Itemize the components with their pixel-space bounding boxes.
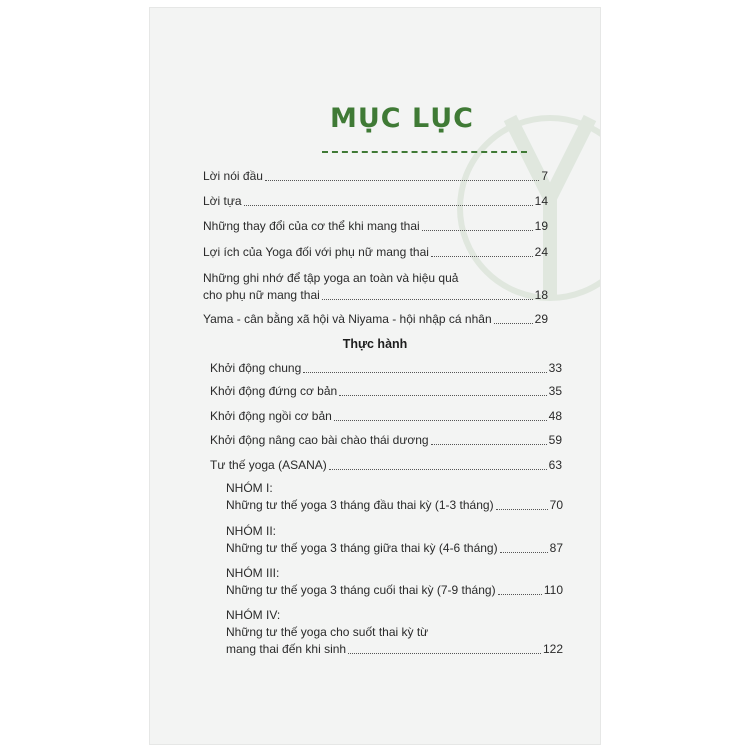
dot-leader bbox=[334, 420, 547, 421]
dot-leader bbox=[303, 372, 546, 373]
toc-entry[interactable] bbox=[210, 457, 562, 474]
dot-leader bbox=[244, 205, 533, 206]
toc-page-number: 122 bbox=[542, 642, 563, 656]
toc-entry-title: Khởi động ngồi cơ bản bbox=[210, 409, 332, 423]
dot-leader bbox=[265, 180, 539, 181]
toc-entry[interactable] bbox=[203, 311, 548, 328]
dot-leader bbox=[431, 444, 547, 445]
dot-leader bbox=[496, 509, 548, 510]
toc-group-entry[interactable] bbox=[226, 523, 563, 557]
toc-page-number: 7 bbox=[541, 169, 548, 183]
toc-entry[interactable] bbox=[210, 408, 562, 425]
toc-page-number: 18 bbox=[534, 288, 548, 302]
toc-entry-title: Khởi động nâng cao bài chào thái dương bbox=[210, 433, 429, 447]
section-heading: Thực hành bbox=[342, 337, 408, 351]
toc-page-number: 70 bbox=[549, 498, 563, 512]
table-of-contents bbox=[150, 8, 600, 744]
dot-leader bbox=[339, 395, 546, 396]
toc-entry-title: mang thai đến khi sinh bbox=[226, 642, 347, 656]
toc-entry[interactable] bbox=[203, 193, 548, 210]
toc-entry[interactable] bbox=[203, 270, 548, 304]
toc-entry[interactable] bbox=[210, 383, 562, 400]
toc-entry[interactable] bbox=[203, 244, 548, 261]
toc-entry-title: Lời tựa bbox=[203, 194, 242, 208]
toc-entry-title: Khởi động đứng cơ bản bbox=[210, 384, 338, 398]
dot-leader bbox=[348, 653, 541, 654]
dot-leader bbox=[498, 594, 542, 595]
toc-group-entry[interactable] bbox=[226, 480, 563, 514]
toc-entry-title: Những tư thế yoga 3 tháng giữa thai kỳ (4-6 tháng) bbox=[226, 541, 498, 555]
toc-page-number: 14 bbox=[534, 194, 548, 208]
dot-leader bbox=[422, 230, 533, 231]
toc-entry-title: Lợi ích của Yoga đối với phụ nữ mang thai bbox=[203, 245, 429, 259]
group-label: NHÓM I: bbox=[226, 481, 273, 495]
dot-leader bbox=[322, 299, 533, 300]
page-title: MỤC LỤC bbox=[330, 103, 474, 134]
toc-page-number: 63 bbox=[548, 458, 562, 472]
toc-entry-title: Lời nói đầu bbox=[203, 169, 263, 183]
toc-entry-title: Những thay đổi của cơ thể khi mang thai bbox=[203, 219, 420, 233]
toc-entry-title: cho phụ nữ mang thai bbox=[203, 288, 320, 302]
toc-entry-title: Những tư thế yoga 3 tháng cuối thai kỳ (7-9 tháng) bbox=[226, 583, 496, 597]
toc-entry[interactable] bbox=[210, 360, 562, 377]
toc-page-number: 33 bbox=[548, 361, 562, 375]
toc-page-number: 87 bbox=[549, 541, 563, 555]
toc-entry[interactable] bbox=[203, 218, 548, 235]
toc-entry[interactable] bbox=[203, 168, 548, 185]
toc-page-number: 59 bbox=[548, 433, 562, 447]
toc-entry-title: Khởi động chung bbox=[210, 361, 302, 375]
toc-entry[interactable] bbox=[210, 432, 562, 449]
toc-group-entry[interactable] bbox=[226, 607, 563, 658]
toc-page-number: 29 bbox=[534, 312, 548, 326]
toc-group-entry[interactable] bbox=[226, 565, 563, 599]
toc-page-number: 24 bbox=[534, 245, 548, 259]
book-page bbox=[150, 8, 600, 744]
dot-leader bbox=[500, 552, 548, 553]
toc-page-number: 48 bbox=[548, 409, 562, 423]
toc-entry-title: Tư thế yoga (ASANA) bbox=[210, 458, 327, 472]
toc-entry-title: Yama - cân bằng xã hội và Niyama - hội nhập cá nhân bbox=[203, 312, 492, 326]
group-label: NHÓM IV: bbox=[226, 608, 281, 622]
dot-leader bbox=[494, 323, 533, 324]
toc-entry-title-line1: Những ghi nhớ để tập yoga an toàn và hiệu quả bbox=[203, 271, 459, 285]
toc-entry-title: Những tư thế yoga 3 tháng đầu thai kỳ (1-3 tháng) bbox=[226, 498, 494, 512]
dot-leader bbox=[329, 469, 547, 470]
group-label: NHÓM II: bbox=[226, 524, 276, 538]
toc-entry-title-line1: Những tư thế yoga cho suốt thai kỳ từ bbox=[226, 625, 429, 639]
toc-page-number: 110 bbox=[543, 583, 563, 597]
group-label: NHÓM III: bbox=[226, 566, 280, 580]
dot-leader bbox=[431, 256, 533, 257]
toc-page-number: 35 bbox=[548, 384, 562, 398]
toc-page-number: 19 bbox=[534, 219, 548, 233]
